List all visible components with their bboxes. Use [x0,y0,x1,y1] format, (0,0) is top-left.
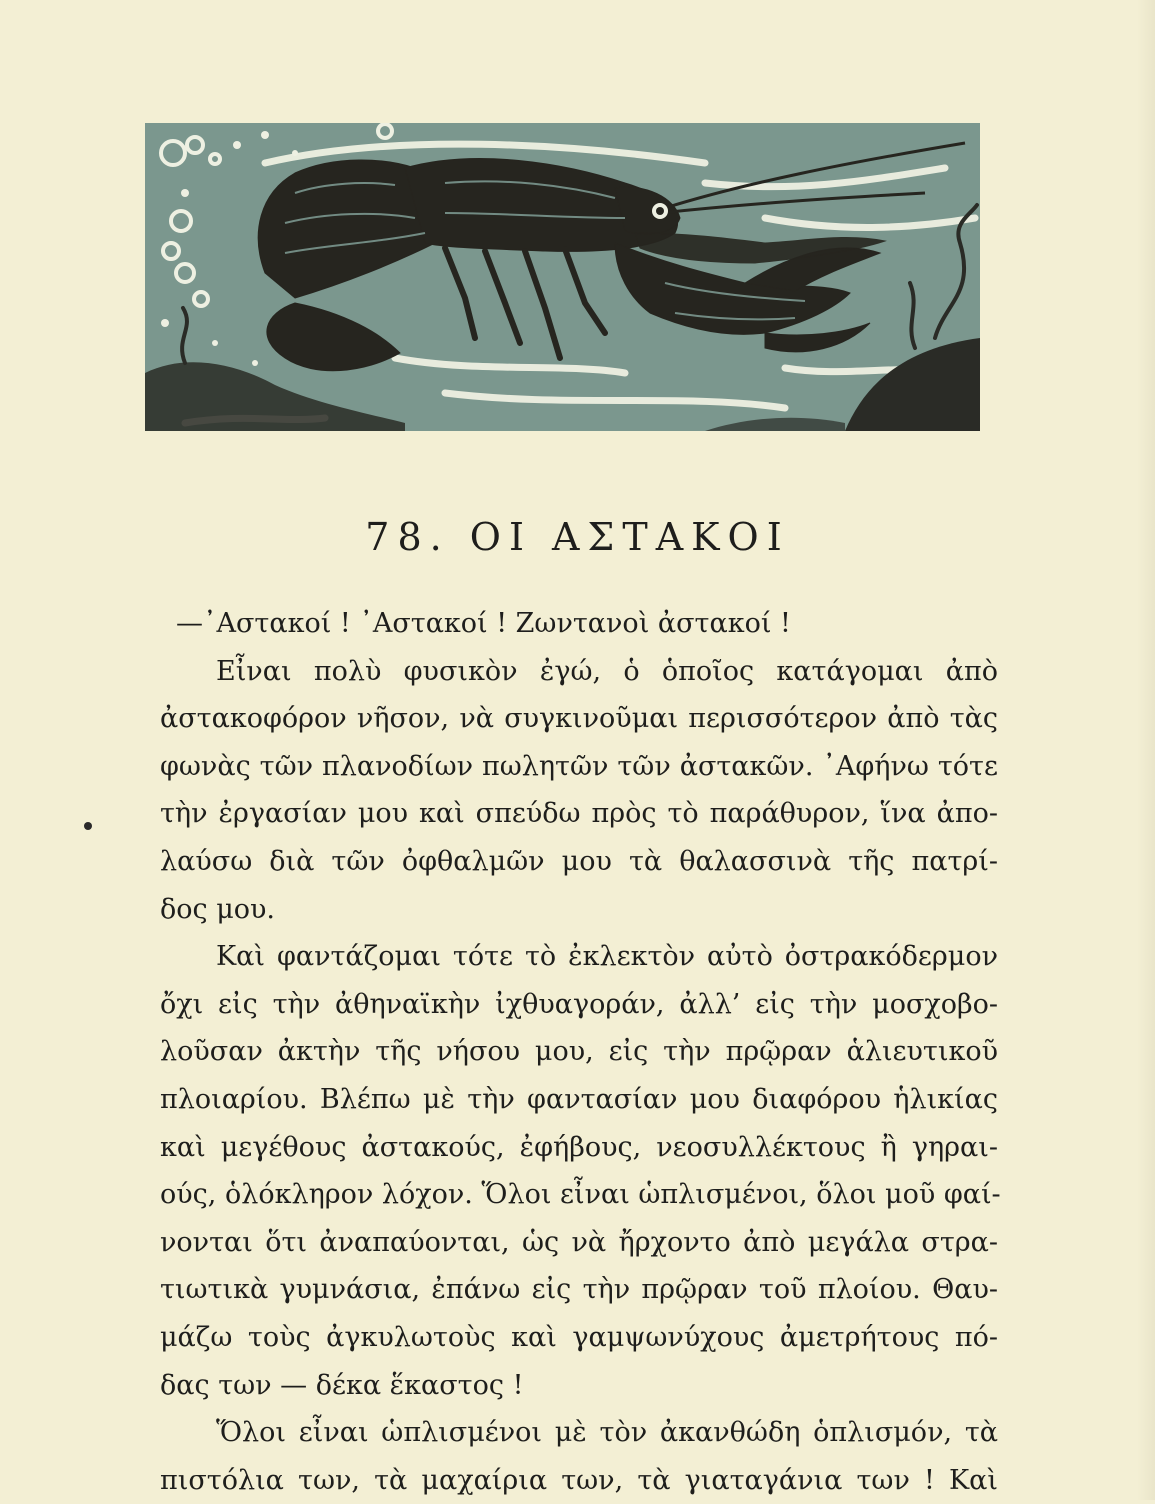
text-line: ούς, ὁλόκληρον λόχον. Ὅλοι εἶναι ὡπλισμένοι, ὅλοι μοῦ φαί- [160,1179,1001,1211]
text-line: τιωτικὰ γυμνάσια, ἐπάνω εἰς τὴν πρῷραν τοῦ πλοίου. Θαυ- [160,1274,998,1306]
text-line: δας των — δέκα ἕκαστος ! [160,1369,524,1401]
text-line: Εἶναι πολὺ φυσικὸν ἐγώ, ὁ ὁποῖος κατάγομαι ἀπὸ [216,655,998,687]
chapter-text [160,600,1001,1504]
text-line: νονται ὅτι ἀναπαύονται, ὡς νὰ ἤρχοντο ἀπὸ μεγάλα στρα- [160,1226,998,1258]
text-line: δος μου. [160,893,276,925]
lobster-illustration [145,123,980,431]
chapter-title: 78. ΟΙ ΑΣΤΑΚΟΙ [365,515,790,559]
text-line: ἀστακοφόρον νῆσον, νὰ συγκινοῦμαι περισσότερον ἀπὸ τὰς [160,703,998,735]
text-line: —᾿Αστακοί ! ᾿Αστακοί ! Ζωντανοὶ ἀστακοί ! [176,608,791,639]
text-line: φωνὰς τῶν πλανοδίων πωλητῶν τῶν ἀστακῶν. ᾿Αφήνω τότε [160,750,998,782]
text-line: Καὶ φαντάζομαι τότε τὸ ἐκλεκτὸν αὐτὸ ὀστρακόδερμον [216,941,998,973]
lobster-woodcut-image [145,123,980,431]
page-edge-shadow [1137,0,1155,1500]
margin-dot-mark [84,822,92,830]
text-line: λοῦσαν ἀκτὴν τῆς νήσου μου, εἰς τὴν πρῷραν ἁλιευτικοῦ [160,1036,998,1068]
text-line: καὶ μεγέθους ἀστακούς, ἐφήβους, νεοσυλλέκτους ἢ γηραι- [160,1131,998,1163]
text-line: τὴν ἐργασίαν μου καὶ σπεύδω πρὸς τὸ παράθυρον, ἵνα ἀπο- [160,798,998,830]
text-line: ὄχι εἰς τὴν ἀθηναϊκὴν ἰχθυαγοράν, ἀλλ’ εἰς τὴν μοσχοβο- [160,988,998,1020]
text-line: Ὅλοι εἶναι ὡπλισμένοι μὲ τὸν ἀκανθώδη ὁπλισμόν, τὰ [216,1417,998,1449]
text-line: πιστόλια των, τὰ μαχαίρια των, τὰ γιαταγάνια των ! Καὶ [160,1464,998,1496]
text-line: πλοιαρίου. Βλέπω μὲ τὴν φαντασίαν μου διαφόρου ἡλικίας [160,1083,998,1115]
text-line: λαύσω διὰ τῶν ὀφθαλμῶν μου τὰ θαλασσινὰ τῆς πατρί- [160,845,998,877]
text-line: μάζω τοὺς ἀγκυλωτοὺς καὶ γαμψωνύχους ἀμετρήτους πό- [160,1321,998,1353]
